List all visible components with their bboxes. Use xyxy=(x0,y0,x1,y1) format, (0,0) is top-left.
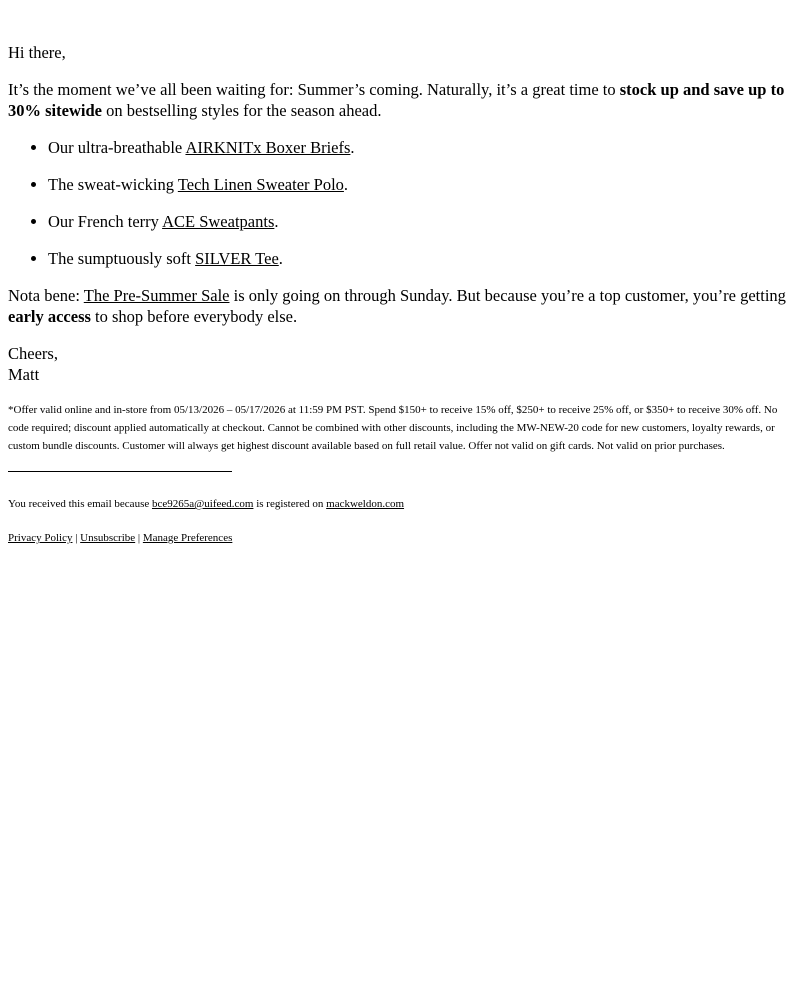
product-punctuation: . xyxy=(278,249,283,268)
intro-paragraph xyxy=(8,79,788,121)
privacy-policy-link[interactable]: Privacy Policy xyxy=(8,532,73,544)
product-punctuation: . xyxy=(343,175,349,194)
product-punctuation: . xyxy=(350,138,355,157)
list-item xyxy=(48,137,788,158)
email-body xyxy=(8,42,788,563)
product-description: The sumptuously soft xyxy=(48,249,196,268)
product-link-airknitx-boxer-briefs[interactable]: AIRKNITx Boxer Briefs xyxy=(185,138,351,157)
early-access-highlight: early access xyxy=(8,307,91,326)
pre-summer-sale-link[interactable]: The Pre-Summer Sale xyxy=(83,286,230,305)
signoff-name: Matt xyxy=(8,365,40,384)
intro-offer-highlight: stock up and save up to 30% sitewide xyxy=(8,80,785,120)
footer-separator: | xyxy=(135,532,143,544)
greeting: Hi there, xyxy=(8,43,66,62)
registration-text-before: You received this email because xyxy=(8,498,152,510)
footer-separator: | xyxy=(72,532,81,544)
list-item xyxy=(48,174,788,195)
signoff xyxy=(8,343,788,385)
site-link[interactable]: mackweldon.com xyxy=(326,498,405,510)
product-description: The sweat-wicking xyxy=(48,175,178,194)
recipient-email-link[interactable]: bce9265a@uifeed.com xyxy=(151,498,254,510)
list-item xyxy=(48,211,788,232)
product-description: Our ultra-breathable xyxy=(48,138,186,157)
product-list xyxy=(8,137,788,269)
list-item xyxy=(48,248,788,269)
product-link-silver-tee[interactable]: SILVER Tee xyxy=(195,249,279,268)
unsubscribe-link[interactable]: Unsubscribe xyxy=(80,532,136,544)
product-description: Our French terry xyxy=(48,212,163,231)
product-link-ace-sweatpants[interactable]: ACE Sweatpants xyxy=(162,212,275,231)
intro-text-before: It’s the moment we’ve all been waiting for: Summer’s coming. Naturally, it’s a great time to xyxy=(8,80,620,99)
footer-divider xyxy=(8,471,232,472)
product-punctuation: . xyxy=(274,212,279,231)
registration-text-middle: is registered on xyxy=(253,498,327,510)
manage-preferences-link[interactable]: Manage Preferences xyxy=(142,532,233,544)
signoff-cheers: Cheers, xyxy=(8,344,58,363)
nota-text-before: Nota bene: xyxy=(8,286,84,305)
footer-links xyxy=(8,529,788,547)
nota-text-after: to shop before everybody else. xyxy=(90,307,298,326)
product-link-tech-linen-sweater-polo[interactable]: Tech Linen Sweater Polo xyxy=(177,175,344,194)
intro-text-after: on bestselling styles for the season ahead. xyxy=(101,101,382,120)
offer-fine-print: *Offer valid online and in-store from 05/13/2026 – 05/17/2026 at 11:59 PM PST. Spend $150+ to receive 15% off, $250+ to receive 25% off, or $350+ to receive 30% off. No code required; discount applied automatically at checkout. Cannot be combined with other discounts, including the MW-NEW-20 code for new customers, loyalty rewards, or custom bundle discounts. Customer will always get highest discount available based on full retail value. Offer not valid on gift cards. Not valid on prior purchases. xyxy=(8,404,778,452)
nota-bene-paragraph xyxy=(8,285,788,327)
nota-text-middle: is only going on through Sunday. But because you’re a top customer, you’re getting xyxy=(229,286,786,305)
registration-notice xyxy=(8,495,788,513)
